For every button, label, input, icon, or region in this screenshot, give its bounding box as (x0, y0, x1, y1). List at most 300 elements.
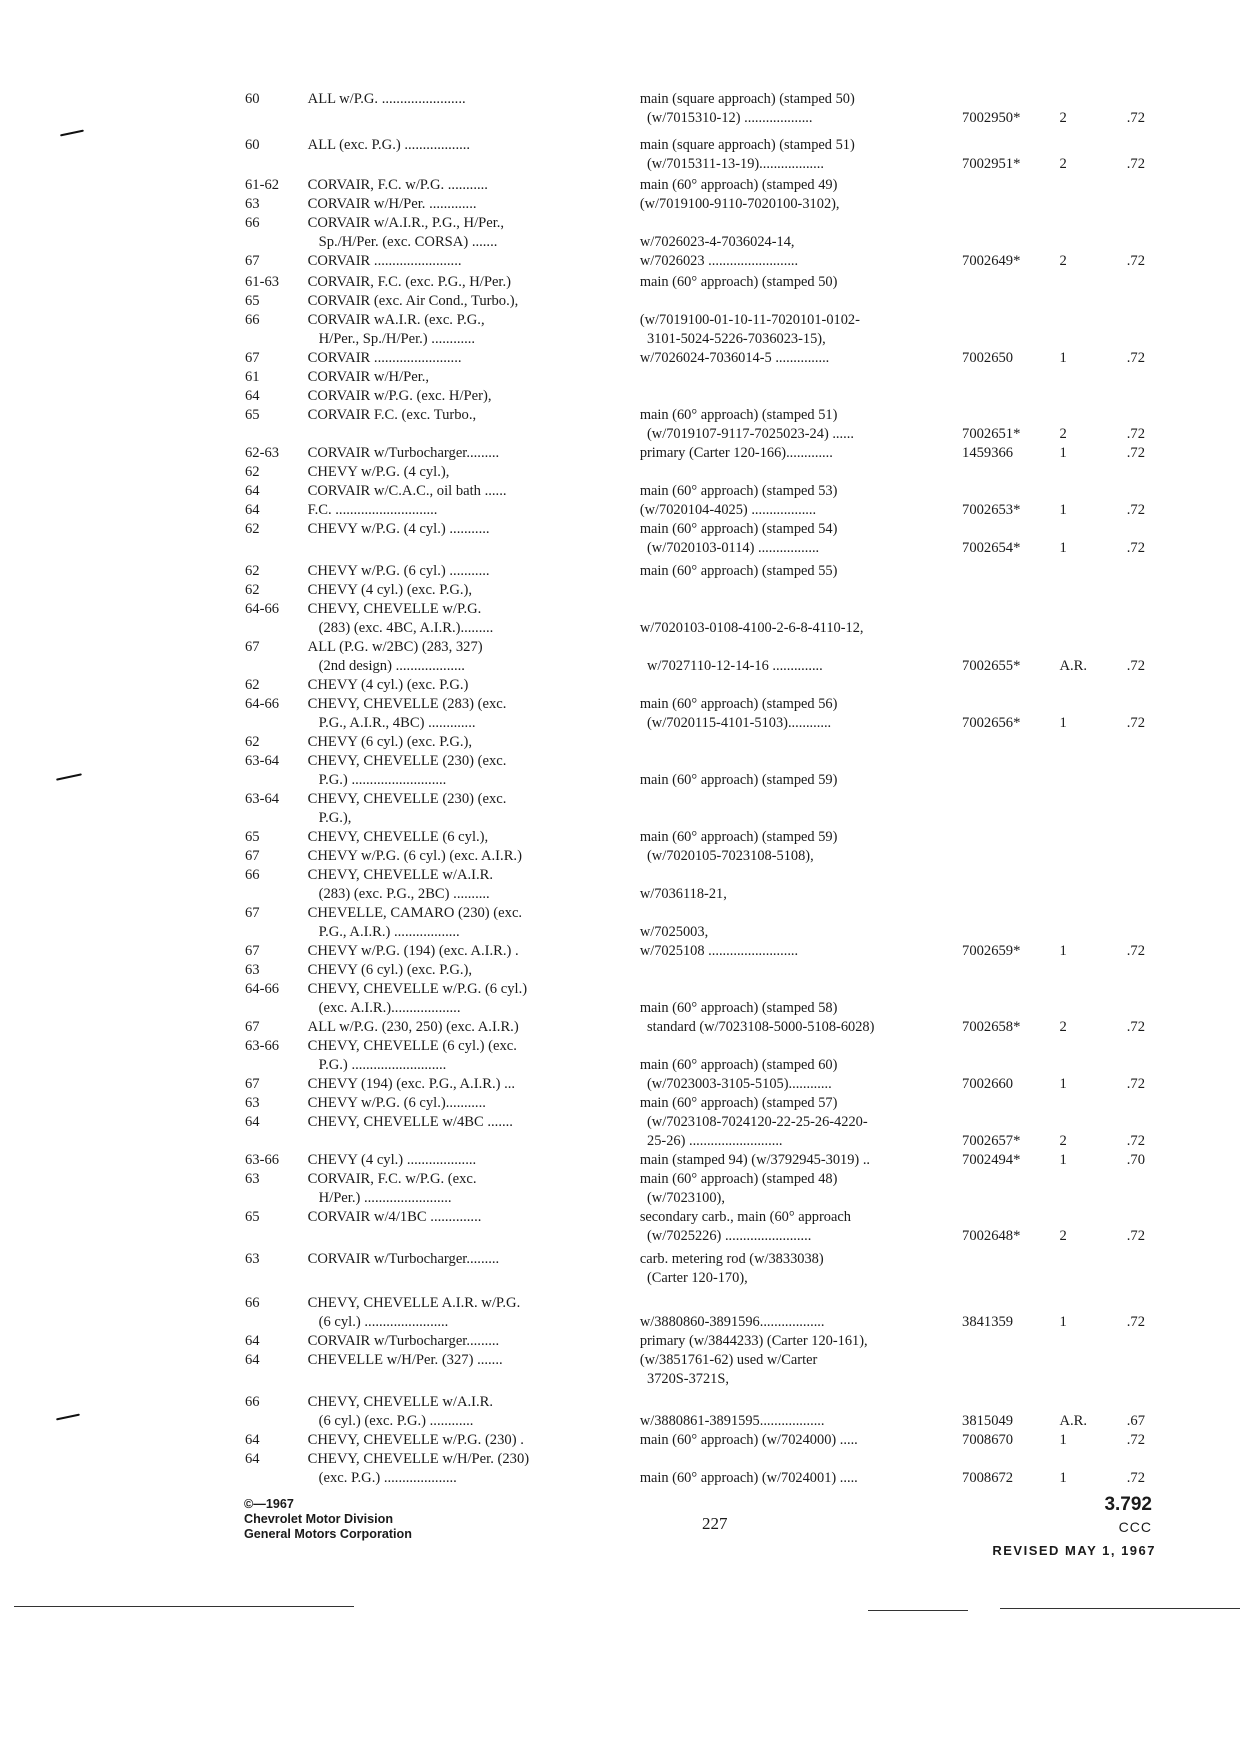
quantity-cell: 1 (1059, 1432, 1067, 1448)
description-cell: primary (w/3844233) (Carter 120-161), (639, 1333, 868, 1349)
description-cell: (w/7020115-4101-5103)............ (639, 715, 832, 731)
catalog-row (245, 1113, 1145, 1132)
model-cell: CHEVY w/P.G. (6 cyl.) (exc. A.I.R.) (307, 848, 522, 864)
catalog-row (245, 425, 1145, 444)
description-cell: main (60° approach) (stamped 59) (639, 829, 838, 845)
model-cell: CHEVY w/P.G. (4 cyl.) ........... (307, 521, 490, 537)
model-cell: CORVAIR w/Turbocharger......... (307, 1251, 500, 1267)
model-cell: ALL w/P.G. (230, 250) (exc. A.I.R.) (307, 1019, 519, 1035)
model-cell: (283) (exc. P.G., 2BC) .......... (307, 886, 490, 902)
description-cell: (w/7023100), (639, 1190, 725, 1206)
catalog-row (245, 1075, 1145, 1094)
quantity-cell: 1 (1059, 943, 1067, 959)
description-cell: main (60° approach) (stamped 56) (639, 696, 838, 712)
catalog-row (245, 1294, 1145, 1313)
model-cell: (exc. P.G.) .................... (307, 1470, 457, 1486)
quantity-cell: 2 (1059, 253, 1067, 269)
model-cell: CHEVY, CHEVELLE w/P.G. (6 cyl.) (307, 981, 528, 997)
price-cell: .72 (1126, 1133, 1145, 1149)
catalog-row (245, 311, 1145, 330)
year-cell: 63 (245, 962, 260, 978)
model-cell: CORVAIR w/4/1BC .............. (307, 1209, 482, 1225)
description-cell: main (60° approach) (stamped 49) (639, 177, 838, 193)
part-number-cell: 7002657* (962, 1133, 1021, 1149)
model-cell: (2nd design) ................... (307, 658, 465, 674)
catalog-row (245, 273, 1145, 292)
catalog-row (245, 1351, 1145, 1370)
model-cell: CHEVY, CHEVELLE w/A.I.R. (307, 867, 494, 883)
hole-punch-mark (56, 1414, 80, 1421)
description-cell: 25-26) .......................... (639, 1133, 783, 1149)
description-cell: w/7020103-0108-4100-2-6-8-4110-12, (639, 620, 864, 636)
model-cell: (6 cyl.) ....................... (307, 1314, 449, 1330)
catalog-row (245, 195, 1145, 214)
year-cell: 64 (245, 483, 260, 499)
catalog-row (245, 463, 1145, 482)
description-cell: main (60° approach) (stamped 48) (639, 1171, 838, 1187)
catalog-row (245, 866, 1145, 885)
model-cell: CORVAIR w/P.G. (exc. H/Per), (307, 388, 492, 404)
description-cell: 3101-5024-5226-7036023-15), (639, 331, 826, 347)
price-cell: .72 (1126, 1432, 1145, 1448)
catalog-row (245, 368, 1145, 387)
description-cell: w/7026024-7036014-5 ............... (639, 350, 830, 366)
model-cell: (6 cyl.) (exc. P.G.) ............ (307, 1413, 474, 1429)
catalog-row (245, 676, 1145, 695)
part-number-cell: 3815049 (962, 1413, 1014, 1429)
year-cell: 61-63 (245, 274, 280, 290)
description-cell: main (60° approach) (stamped 60) (639, 1057, 838, 1073)
quantity-cell: 1 (1059, 715, 1067, 731)
catalog-row (245, 1431, 1145, 1450)
catalog-row (245, 1332, 1145, 1351)
model-cell: CHEVY w/P.G. (6 cyl.)........... (307, 1095, 486, 1111)
year-cell: 63-64 (245, 753, 280, 769)
price-cell: .72 (1126, 658, 1145, 674)
description-cell: (w/7015311-13-19).................. (639, 156, 824, 172)
catalog-row (245, 961, 1145, 980)
catalog-row (245, 1370, 1145, 1389)
catalog-row (245, 155, 1145, 174)
year-cell: 66 (245, 312, 260, 328)
part-number-cell: 7002653* (962, 502, 1021, 518)
model-cell: P.G.), (307, 810, 352, 826)
catalog-row (245, 349, 1145, 368)
year-cell: 64 (245, 1333, 260, 1349)
model-cell: CHEVY (194) (exc. P.G., A.I.R.) ... (307, 1076, 516, 1092)
catalog-row (245, 1250, 1145, 1269)
model-cell: CORVAIR ........................ (307, 350, 462, 366)
year-cell: 66 (245, 867, 260, 883)
model-cell: CHEVY, CHEVELLE w/P.G. (307, 601, 482, 617)
year-cell: 63-66 (245, 1038, 280, 1054)
description-cell: (w/7023003-3105-5105)............ (639, 1076, 832, 1092)
catalog-row (245, 109, 1145, 128)
catalog-row (245, 771, 1145, 790)
description-cell: (Carter 120-170), (639, 1270, 748, 1286)
year-cell: 60 (245, 137, 260, 153)
model-cell: CHEVELLE w/H/Per. (327) ....... (307, 1352, 503, 1368)
year-cell: 66 (245, 1394, 260, 1410)
quantity-cell: 1 (1059, 1152, 1067, 1168)
year-cell: 64 (245, 502, 260, 518)
model-cell: P.G., A.I.R.) .................. (307, 924, 460, 940)
quantity-cell: 1 (1059, 502, 1067, 518)
model-cell: P.G.) .......................... (307, 772, 447, 788)
catalog-row (245, 581, 1145, 600)
model-cell: CHEVY, CHEVELLE w/P.G. (230) . (307, 1432, 524, 1448)
catalog-row (245, 482, 1145, 501)
catalog-row (245, 1393, 1145, 1412)
catalog-row (245, 501, 1145, 520)
parts-listing (245, 90, 1145, 1488)
part-number-cell: 7008672 (962, 1470, 1014, 1486)
description-cell: secondary carb., main (60° approach (639, 1209, 851, 1225)
model-cell: P.G.) .......................... (307, 1057, 447, 1073)
price-cell: .72 (1126, 1470, 1145, 1486)
model-cell: ALL w/P.G. ....................... (307, 91, 466, 107)
year-cell: 67 (245, 253, 260, 269)
description-cell: w/7025003, (639, 924, 709, 940)
year-cell: 63 (245, 1251, 260, 1267)
description-cell: main (60° approach) (stamped 55) (639, 563, 838, 579)
year-cell: 67 (245, 943, 260, 959)
part-number-cell: 7002950* (962, 110, 1021, 126)
quantity-cell: 2 (1059, 426, 1067, 442)
model-cell: CHEVY, CHEVELLE A.I.R. w/P.G. (307, 1295, 521, 1311)
description-cell: w/7027110-12-14-16 .............. (639, 658, 823, 674)
year-cell: 63 (245, 1095, 260, 1111)
catalog-row (245, 292, 1145, 311)
division-name: Chevrolet Motor Division (244, 1512, 394, 1526)
model-cell: (exc. A.I.R.)................... (307, 1000, 461, 1016)
catalog-row (245, 214, 1145, 233)
catalog-row (245, 980, 1145, 999)
part-number-cell: 7002649* (962, 253, 1021, 269)
catalog-row (245, 330, 1145, 349)
quantity-cell: 1 (1059, 445, 1067, 461)
part-number-cell: 7002494* (962, 1152, 1021, 1168)
model-cell: CHEVY (4 cyl.) (exc. P.G.), (307, 582, 473, 598)
revised-date: REVISED MAY 1, 1967 (992, 1543, 1156, 1558)
description-cell: main (square approach) (stamped 51) (639, 137, 855, 153)
catalog-row (245, 1469, 1145, 1488)
catalog-row (245, 1151, 1145, 1170)
year-cell: 63 (245, 1171, 260, 1187)
catalog-row (245, 809, 1145, 828)
quantity-cell: 2 (1059, 1228, 1067, 1244)
year-cell: 61 (245, 369, 260, 385)
catalog-row (245, 1189, 1145, 1208)
description-cell: (w/7020103-0114) ................. (639, 540, 820, 556)
description-cell: w/3880861-3891595.................. (639, 1413, 825, 1429)
scan-rule (14, 1606, 354, 1607)
quantity-cell: A.R. (1059, 658, 1088, 674)
model-cell: (283) (exc. 4BC, A.I.R.)......... (307, 620, 494, 636)
part-number-cell: 3841359 (962, 1314, 1014, 1330)
price-cell: .72 (1126, 1314, 1145, 1330)
year-cell: 67 (245, 350, 260, 366)
year-cell: 62 (245, 734, 260, 750)
part-number-cell: 7002650 (962, 350, 1014, 366)
model-cell: CORVAIR ........................ (307, 253, 462, 269)
model-cell: CORVAIR (exc. Air Cond., Turbo.), (307, 293, 519, 309)
catalog-row (245, 1313, 1145, 1332)
price-cell: .72 (1126, 715, 1145, 731)
catalog-row (245, 1450, 1145, 1469)
year-cell: 61-62 (245, 177, 280, 193)
catalog-row (245, 600, 1145, 619)
catalog-row (245, 1018, 1145, 1037)
catalog-row (245, 923, 1145, 942)
model-cell: CORVAIR w/Turbocharger......... (307, 445, 500, 461)
year-cell: 62 (245, 563, 260, 579)
description-cell: (w/7015310-12) ................... (639, 110, 813, 126)
model-cell: CHEVY (4 cyl.) ................... (307, 1152, 477, 1168)
year-cell: 66 (245, 215, 260, 231)
year-cell: 67 (245, 639, 260, 655)
model-cell: ALL (exc. P.G.) .................. (307, 137, 471, 153)
publisher-block (244, 1497, 412, 1542)
catalog-row (245, 638, 1145, 657)
year-cell: 64-66 (245, 696, 280, 712)
description-cell: standard (w/7023108-5000-5108-6028) (639, 1019, 875, 1035)
group-code-block (1104, 1493, 1152, 1537)
model-cell: CORVAIR, F.C. w/P.G. ........... (307, 177, 488, 193)
catalog-row (245, 847, 1145, 866)
part-number-cell: 7002658* (962, 1019, 1021, 1035)
model-cell: CHEVY (4 cyl.) (exc. P.G.) (307, 677, 469, 693)
price-cell: .72 (1126, 445, 1145, 461)
model-cell: CHEVY, CHEVELLE (6 cyl.), (307, 829, 489, 845)
year-cell: 64 (245, 1451, 260, 1467)
model-cell: CHEVY, CHEVELLE (283) (exc. (307, 696, 507, 712)
price-cell: .72 (1126, 943, 1145, 959)
price-cell: .72 (1126, 110, 1145, 126)
catalog-row (245, 406, 1145, 425)
scan-rule (1000, 1608, 1240, 1609)
price-cell: .72 (1126, 540, 1145, 556)
hole-punch-mark (56, 773, 82, 780)
catalog-row (245, 90, 1145, 109)
quantity-cell: 1 (1059, 350, 1067, 366)
model-cell: ALL (P.G. w/2BC) (283, 327) (307, 639, 483, 655)
year-cell: 62 (245, 677, 260, 693)
quantity-cell: 1 (1059, 540, 1067, 556)
year-cell: 66 (245, 1295, 260, 1311)
year-cell: 64 (245, 1114, 260, 1130)
catalog-row (245, 444, 1145, 463)
model-cell: CHEVY (6 cyl.) (exc. P.G.), (307, 962, 473, 978)
description-cell: carb. metering rod (w/3833038) (639, 1251, 824, 1267)
model-cell: H/Per.) ........................ (307, 1190, 452, 1206)
year-cell: 65 (245, 1209, 260, 1225)
catalog-row (245, 562, 1145, 581)
catalog-row (245, 1094, 1145, 1113)
year-cell: 63 (245, 196, 260, 212)
model-cell: Sp./H/Per. (exc. CORSA) ....... (307, 234, 498, 250)
catalog-row (245, 233, 1145, 252)
year-cell: 65 (245, 407, 260, 423)
description-cell: (w/7020104-4025) .................. (639, 502, 817, 518)
model-cell: CORVAIR w/H/Per., (307, 369, 430, 385)
part-number-cell: 7002660 (962, 1076, 1014, 1092)
year-cell: 62 (245, 464, 260, 480)
part-number-cell: 7002655* (962, 658, 1021, 674)
catalog-row (245, 999, 1145, 1018)
description-cell: main (square approach) (stamped 50) (639, 91, 855, 107)
quantity-cell: 2 (1059, 1019, 1067, 1035)
model-cell: CORVAIR, F.C. (exc. P.G., H/Per.) (307, 274, 511, 290)
catalog-row (245, 136, 1145, 155)
description-cell: w/7026023 ......................... (639, 253, 799, 269)
price-cell: .72 (1126, 350, 1145, 366)
model-cell: CHEVY, CHEVELLE w/4BC ....... (307, 1114, 513, 1130)
description-cell: main (60° approach) (w/7024001) ..... (639, 1470, 858, 1486)
catalog-row (245, 1132, 1145, 1151)
part-number-cell: 1459366 (962, 445, 1014, 461)
part-number-cell: 7002656* (962, 715, 1021, 731)
catalog-row (245, 942, 1145, 961)
part-number-cell: 7002659* (962, 943, 1021, 959)
catalog-row (245, 733, 1145, 752)
catalog-row (245, 695, 1145, 714)
year-cell: 64-66 (245, 601, 280, 617)
year-cell: 63-66 (245, 1152, 280, 1168)
year-cell: 64 (245, 1352, 260, 1368)
quantity-cell: 1 (1059, 1076, 1067, 1092)
year-cell: 65 (245, 829, 260, 845)
quantity-cell: 1 (1059, 1314, 1067, 1330)
year-cell: 67 (245, 848, 260, 864)
description-cell: main (60° approach) (w/7024000) ..... (639, 1432, 858, 1448)
description-cell: (w/7019100-9110-7020100-3102), (639, 196, 840, 212)
year-cell: 64-66 (245, 981, 280, 997)
year-cell: 63-64 (245, 791, 280, 807)
year-cell: 60 (245, 91, 260, 107)
description-cell: main (60° approach) (stamped 53) (639, 483, 838, 499)
catalog-row (245, 714, 1145, 733)
catalog-row (245, 1412, 1145, 1431)
description-cell: (w/7019100-01-10-11-7020101-0102- (639, 312, 860, 328)
catalog-row (245, 1056, 1145, 1075)
catalog-row (245, 252, 1145, 271)
corporation-name: General Motors Corporation (244, 1527, 412, 1541)
catalog-row (245, 520, 1145, 539)
model-cell: CHEVELLE, CAMARO (230) (exc. (307, 905, 523, 921)
model-cell: CORVAIR, F.C. w/P.G. (exc. (307, 1171, 477, 1187)
description-cell: (w/7019107-9117-7025023-24) ...... (639, 426, 854, 442)
part-number-cell: 7002951* (962, 156, 1021, 172)
description-cell: w/3880860-3891596.................. (639, 1314, 825, 1330)
year-cell: 62-63 (245, 445, 280, 461)
group-code-sub: CCC (1118, 1519, 1152, 1535)
model-cell: F.C. ............................ (307, 502, 438, 518)
catalog-row (245, 752, 1145, 771)
group-code: 3.792 (1104, 1494, 1152, 1515)
year-cell: 64 (245, 388, 260, 404)
model-cell: CHEVY w/P.G. (6 cyl.) ........... (307, 563, 490, 579)
description-cell: main (stamped 94) (w/3792945-3019) .. (639, 1152, 871, 1168)
catalog-row (245, 885, 1145, 904)
description-cell: (w/7023108-7024120-22-25-26-4220- (639, 1114, 868, 1130)
year-cell: 65 (245, 293, 260, 309)
price-cell: .70 (1126, 1152, 1145, 1168)
catalog-row (245, 1269, 1145, 1288)
catalog-row (245, 828, 1145, 847)
catalog-row (245, 176, 1145, 195)
price-cell: .72 (1126, 426, 1145, 442)
model-cell: CHEVY w/P.G. (194) (exc. A.I.R.) . (307, 943, 519, 959)
model-cell: CHEVY, CHEVELLE w/A.I.R. (307, 1394, 494, 1410)
quantity-cell: 2 (1059, 110, 1067, 126)
description-cell: 3720S-3721S, (639, 1371, 729, 1387)
catalog-row (245, 539, 1145, 558)
model-cell: CHEVY w/P.G. (4 cyl.), (307, 464, 450, 480)
catalog-row (245, 904, 1145, 923)
catalog-row (245, 1037, 1145, 1056)
description-cell: main (60° approach) (stamped 50) (639, 274, 838, 290)
catalog-row (245, 1208, 1145, 1227)
quantity-cell: 2 (1059, 156, 1067, 172)
description-cell: (w/7020105-7023108-5108), (639, 848, 814, 864)
year-cell: 62 (245, 521, 260, 537)
year-cell: 67 (245, 1076, 260, 1092)
description-cell: w/7025108 ......................... (639, 943, 799, 959)
model-cell: P.G., A.I.R., 4BC) ............. (307, 715, 476, 731)
model-cell: CHEVY, CHEVELLE (6 cyl.) (exc. (307, 1038, 517, 1054)
description-cell: main (60° approach) (stamped 57) (639, 1095, 838, 1111)
part-number-cell: 7002651* (962, 426, 1021, 442)
hole-punch-mark (60, 130, 84, 137)
year-cell: 62 (245, 582, 260, 598)
quantity-cell: 2 (1059, 1133, 1067, 1149)
catalog-row (245, 1170, 1145, 1189)
part-number-cell: 7002648* (962, 1228, 1021, 1244)
year-cell: 64 (245, 1432, 260, 1448)
price-cell: .72 (1126, 502, 1145, 518)
model-cell: CORVAIR wA.I.R. (exc. P.G., (307, 312, 485, 328)
part-number-cell: 7002654* (962, 540, 1021, 556)
description-cell: main (60° approach) (stamped 58) (639, 1000, 838, 1016)
model-cell: CHEVY, CHEVELLE w/H/Per. (230) (307, 1451, 530, 1467)
price-cell: .72 (1126, 156, 1145, 172)
description-cell: main (60° approach) (stamped 54) (639, 521, 838, 537)
description-cell: (w/3851761-62) used w/Carter (639, 1352, 818, 1368)
quantity-cell: 1 (1059, 1470, 1067, 1486)
quantity-cell: A.R. (1059, 1413, 1088, 1429)
description-cell: main (60° approach) (stamped 51) (639, 407, 838, 423)
description-cell: (w/7025226) ........................ (639, 1228, 812, 1244)
price-cell: .72 (1126, 1076, 1145, 1092)
page-number: 227 (702, 1514, 728, 1533)
model-cell: CORVAIR w/C.A.C., oil bath ...... (307, 483, 507, 499)
model-cell: CORVAIR w/A.I.R., P.G., H/Per., (307, 215, 505, 231)
model-cell: CHEVY (6 cyl.) (exc. P.G.), (307, 734, 473, 750)
catalog-row (245, 1227, 1145, 1246)
copyright: ©—1967 (244, 1497, 294, 1511)
price-cell: .67 (1126, 1413, 1145, 1429)
price-cell: .72 (1126, 253, 1145, 269)
scan-rule (868, 1610, 968, 1611)
catalog-row (245, 790, 1145, 809)
model-cell: CORVAIR w/H/Per. ............. (307, 196, 477, 212)
model-cell: CORVAIR w/Turbocharger......... (307, 1333, 500, 1349)
model-cell: H/Per., Sp./H/Per.) ............ (307, 331, 476, 347)
year-cell: 67 (245, 905, 260, 921)
description-cell: w/7026023-4-7036024-14, (639, 234, 795, 250)
model-cell: CORVAIR F.C. (exc. Turbo., (307, 407, 477, 423)
